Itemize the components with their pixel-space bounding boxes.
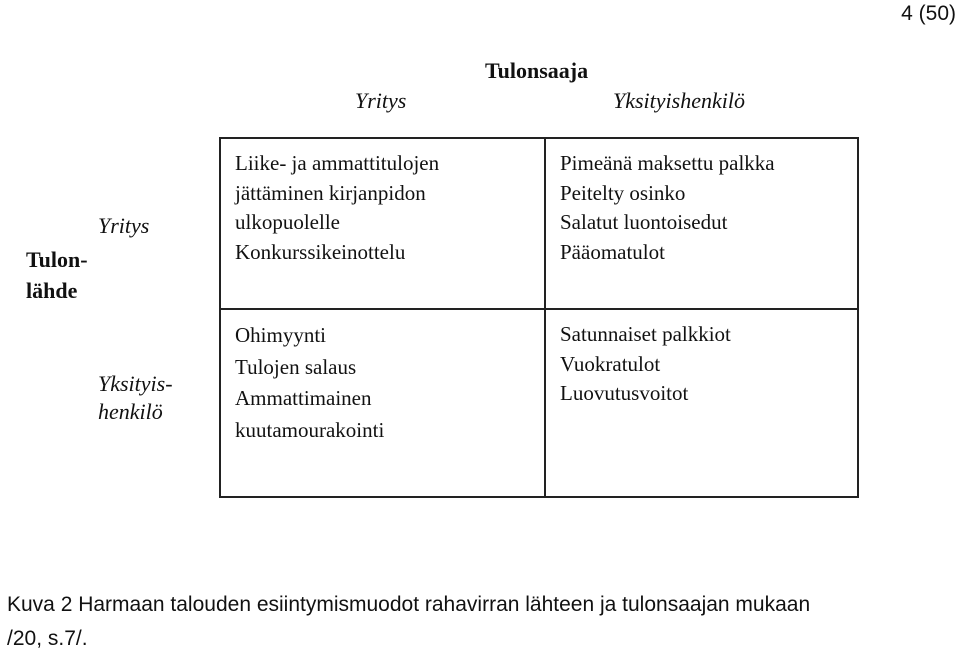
cell-line: Peitelty osinko	[560, 180, 686, 205]
cell-line: Ohimyynti	[235, 323, 327, 347]
row-header-yksityishenkilo	[98, 370, 173, 426]
cell-line: Tulojen salaus	[235, 354, 357, 379]
cell-line: Vuokratulot	[560, 351, 661, 376]
caption-line: /20, s.7/.	[7, 627, 88, 650]
row-header-line: Yksityis-	[98, 371, 173, 396]
row-header-line: henkilö	[98, 399, 163, 424]
cell-line: Ammattimainen	[235, 386, 372, 410]
cell-line: Liike- ja ammattitulojen	[235, 151, 440, 175]
cell-line: Pääomatulot	[560, 239, 665, 264]
row-header-line: Yritys	[98, 213, 150, 238]
column-header-yritys: Yritys	[355, 88, 407, 113]
cell-yritys-yksityishenkilo	[546, 139, 857, 310]
cell-line: Pimeänä maksettu palkka	[560, 151, 775, 175]
page-number: 4 (50)	[901, 2, 956, 25]
cell-line: jättäminen kirjanpidon	[235, 180, 426, 205]
cell-line: Salatut luontoisedut	[560, 210, 728, 234]
row-header-yritys	[98, 212, 149, 240]
side-title-line: Tulon-	[26, 247, 88, 272]
cell-yksityishenkilo-yritys	[221, 310, 546, 496]
figure-caption	[7, 588, 957, 656]
cell-line: Luovutusvoitot	[560, 381, 689, 405]
cell-yritys-yritys	[221, 139, 546, 310]
matrix-table	[219, 137, 859, 498]
cell-line: kuutamourakointi	[235, 417, 385, 442]
column-header-yksityishenkilo: Yksityishenkilö	[613, 88, 745, 113]
caption-line: Kuva 2 Harmaan talouden esiintymismuodot rahavirran lähteen ja tulonsaajan mukaan	[7, 593, 811, 616]
cell-line: Konkurssikeinottelu	[235, 239, 406, 264]
side-title-line: lähde	[26, 278, 78, 303]
cell-yksityishenkilo-yksityishenkilo	[546, 310, 857, 496]
header-title: Tulonsaaja	[485, 58, 589, 83]
cell-line: Satunnaiset palkkiot	[560, 322, 731, 346]
cell-line: ulkopuolelle	[235, 210, 340, 234]
side-title	[26, 244, 88, 306]
